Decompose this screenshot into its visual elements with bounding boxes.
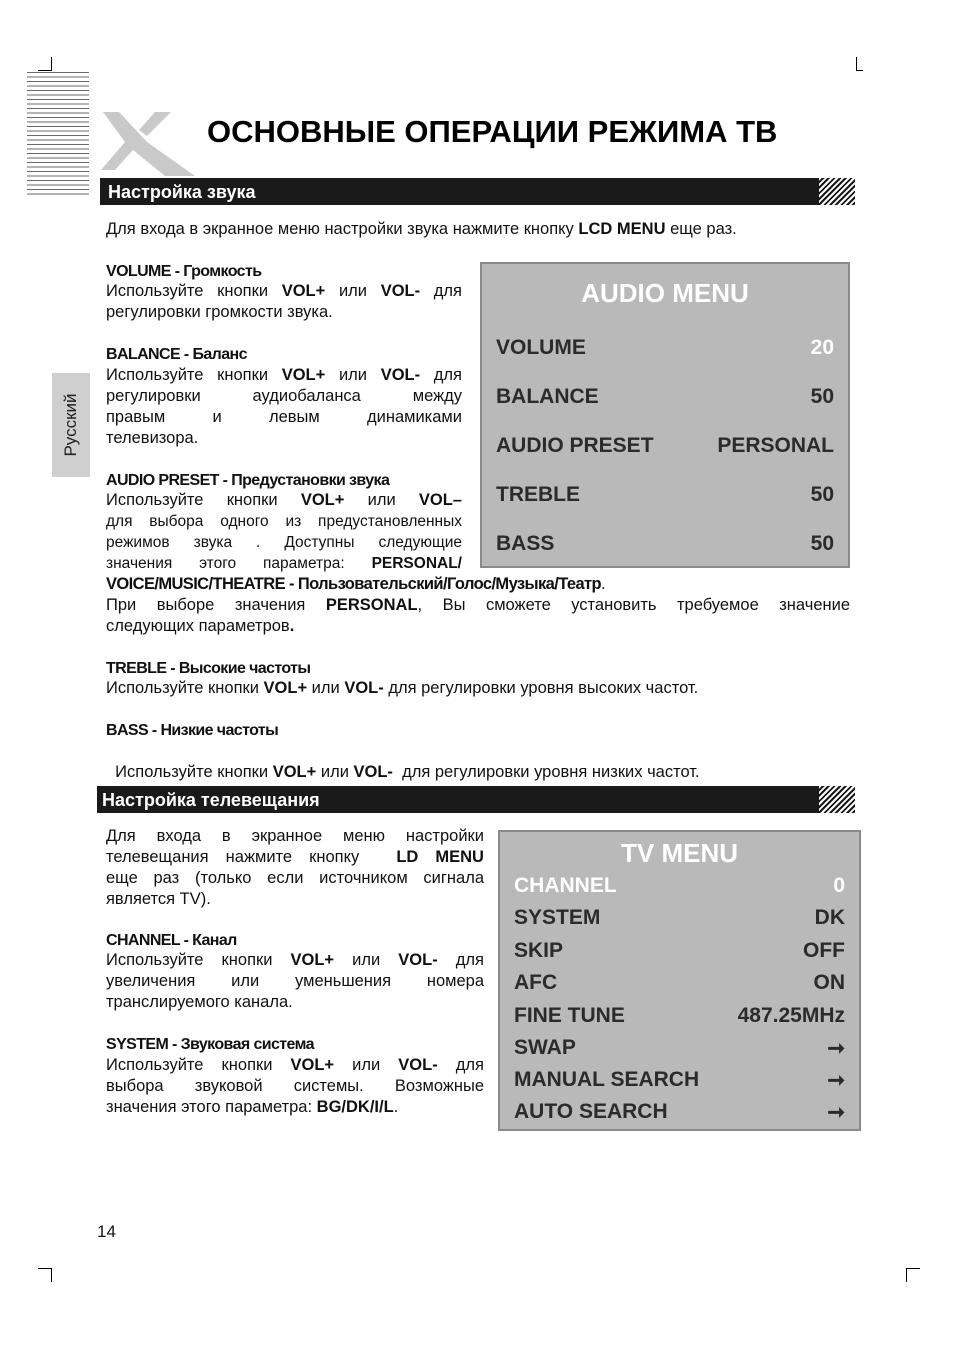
audio-preset-values: VOICE/MUSIC/THEATRE - Пользовательский/Голос/Музыка/Театр.: [106, 575, 606, 593]
tv-menu-row: CHANNEL 0: [514, 874, 845, 897]
system-heading: SYSTEM - Звуковая система: [106, 1036, 314, 1053]
section-header-audio-label: Настройка звука: [108, 182, 256, 202]
audio-menu-row: BASS 50: [496, 532, 834, 555]
balance-heading: BALANCE - Баланс: [106, 346, 247, 363]
bass-heading: BASS - Низкие частоты: [106, 722, 279, 739]
audio-intro-end: еще раз.: [665, 220, 737, 238]
tv-menu-row: MANUAL SEARCH ➞: [514, 1068, 845, 1092]
language-side-tab-label: Русский: [61, 393, 80, 457]
tv-menu-row: SYSTEM DK: [514, 906, 845, 929]
volume-text: Используйте кнопки VOL+ или VOL- для регулировки громкости звука.: [106, 282, 462, 321]
bass-text: Используйте кнопки VOL+ или VOL- для регулировки уровня низких частот.: [115, 763, 700, 781]
arrow-right-icon: ➞: [827, 1101, 845, 1124]
header-hatch-decoration: [819, 178, 855, 205]
tv-intro: Для входа в экранное меню настройки телевещания нажмите кнопку LD MENU еще раз (только если источником сигнала является TV).: [106, 827, 484, 908]
volume-heading: VOLUME - Громкость: [106, 263, 262, 280]
decorative-stripes: [27, 72, 89, 198]
tv-menu-row: FINE TUNE 487.25MHz: [514, 1004, 845, 1027]
page-title: ОСНОВНЫЕ ОПЕРАЦИИ РЕЖИМА ТВ: [207, 114, 778, 149]
tv-menu-screenshot: [498, 830, 861, 1131]
audio-menu-row: TREBLE 50: [496, 483, 834, 506]
audio-intro: [106, 219, 851, 240]
tv-menu-title: TV MENU: [621, 838, 738, 868]
audio-menu-row: AUDIO PRESET PERSONAL: [496, 434, 834, 457]
channel-heading: CHANNEL - Канал: [106, 932, 237, 949]
lcd-menu-key: LCD MENU: [578, 220, 666, 238]
section-header-tv: [97, 786, 855, 813]
arrow-right-icon: ➞: [827, 1069, 845, 1092]
audio-menu-row: VOLUME 20: [496, 336, 834, 359]
treble-text: Используйте кнопки VOL+ или VOL- для регулировки уровня высоких частот.: [106, 679, 699, 697]
header-hatch-decoration: [819, 786, 855, 813]
balance-text: Используйте кнопки VOL+ или VOL- для регулировки аудиобаланса между правым и левым динамиками телевизора.: [106, 366, 462, 447]
tv-menu-row: SWAP ➞: [514, 1036, 845, 1060]
section-header-audio: [100, 178, 855, 205]
language-side-tab: [52, 373, 90, 477]
tv-menu-row: AFC ON: [514, 971, 845, 994]
treble-heading: TREBLE - Высокие частоты: [106, 660, 311, 677]
audio-preset-heading: AUDIO PRESET - Предустановки звука: [106, 472, 390, 489]
audio-menu-title: AUDIO MENU: [581, 278, 749, 308]
channel-text: Используйте кнопки VOL+ или VOL- для увеличения или уменьшения номера транслируемого канала.: [106, 951, 484, 1011]
page-number: 14: [97, 1222, 116, 1241]
tv-menu-row: SKIP OFF: [514, 939, 845, 962]
x-logo-icon: [95, 106, 200, 178]
arrow-right-icon: ➞: [827, 1037, 845, 1060]
section-header-tv-label: Настройка телевещания: [102, 790, 320, 810]
audio-menu-screenshot: [480, 262, 850, 568]
audio-preset-personal-note: При выборе значения PERSONAL, Вы сможете установить требуемое значение следующих параметров.: [106, 596, 851, 635]
system-text: Используйте кнопки VOL+ или VOL- для выбора звуковой системы. Возможные значения этого параметра: BG/DK/I/L.: [106, 1056, 484, 1116]
audio-menu-row: BALANCE 50: [496, 385, 834, 408]
audio-intro-text: Для входа в экранное меню настройки звука нажмите кнопку: [106, 220, 579, 238]
tv-menu-row: AUTO SEARCH ➞: [514, 1100, 845, 1124]
audio-preset-text: Используйте кнопки VOL+ или VOL– для выбора одного из предустановленных режимов звука . Доступны следующие значения этого параметра: PERSONAL/: [106, 491, 462, 572]
